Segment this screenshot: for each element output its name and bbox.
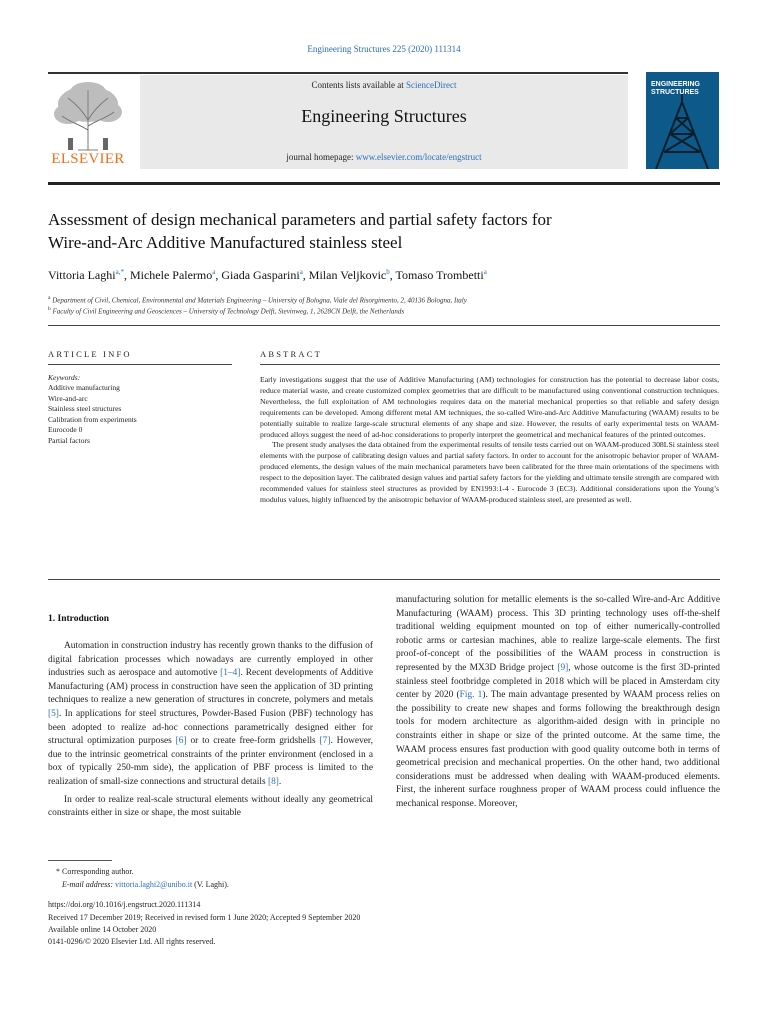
elsevier-wordmark: ELSEVIER [51,151,125,167]
citation-link[interactable]: [6] [175,736,187,747]
copyright: 0141-0296/© 2020 Elsevier Ltd. All rights reserved. [48,937,216,946]
journal-homepage [140,152,628,162]
elsevier-tree-icon [48,80,128,152]
abstract-rule [260,364,720,365]
intro-paragraph-3: manufacturing solution for metallic elements is the so-called Wire-and-Arc Additive Manufacturing (WAAM) process. This 3D printing technology uses off-the-shelf traditional welding equipment mounted on top of either numerically-controlled robotic arms or cartesian machines, able to realize large-scale elements. The first proof-of-concept of the possibilities of the WAAM process in construction is represented by the MX3D Bridge project [9], whose outcome is the first 3D-printed stainless steel footbridge completed in 2018 which will be placed in Amsterdam city center by 2020 (Fig. 1). The main advantage presented by WAAM process relies on the possibility to create new shapes and forms following the breakthrough design tools for modern architecture as algorithm-aided design with in principle no constraints either in shape or size of the printed outcome. At the same time, the WAAM process ensures fast production with good quality outcome both in terms of geometrical precision and mechanical properties. On the other hand, two additional considerations must be addressed when dealing with WAAM-produced elements. First, the inherent surface roughness proper of WAAM process could influence the mechanical response. Moreover, [396,595,720,809]
intro-paragraph-2: In order to realize real-scale structural elements without ideally any geometrical constraints either in size or shape, the most suitable [48,794,373,819]
citation-link[interactable]: [7] [319,736,331,747]
contents-prefix: Contents lists available at [311,80,406,90]
cover-title: ENGINEERING STRUCTURES [651,81,701,96]
citation-link[interactable]: [5] [48,708,59,719]
corresponding-author-note: * Corresponding author. [56,867,134,876]
author[interactable]: Vittoria Laghi$^{a,*}$ [48,268,124,282]
homepage-link[interactable]: www.elsevier.com/locate/engstruct [355,152,482,162]
keyword: Partial factors [48,435,90,445]
author-list: Vittoria Laghi$^{a,*}$, Michele Palermo$^a$, Giada Gasparini$^a$, Milan Veljkovic$^b$, Tomaso Trombetti$^a$ [48,268,487,282]
keyword-list [48,383,228,446]
header-top-rule [48,72,628,74]
article-info-rule [48,364,232,365]
article-title-line-2: Wire-and-Arc Additive Manufactured stainless steel [48,233,403,252]
journal-cover [646,72,719,169]
article-title [48,208,720,254]
email-link[interactable]: vittoria.laghi2@unibo.it [115,880,193,889]
intro-paragraph-1: Automation in construction industry has recently grown thanks to the diffusion of digital fabrication processes which nowadays are currently employed in other industries such as aerospace and automotive [1–4]. Recent developments of Additive Manufacturing (AM) process in construction have seen the application of 3D printing techniques to realize a new generation of structures in concrete, polymers and metals [5]. In applications for steel structures, Powder-Based Fusion (PBF) technology has been adopted to realize ad-hoc connections parametrically designed either for structural optimization purposes [6] or to create free-form gridshells [7]. However, due to the intrinsic geometrical constraints of the printer environment (enclosed in a box of typically 250-mm side), the application of PBF process is limited to the realization of small-size connections and structural details [8]. [48,641,374,787]
journal-title: Engineering Structures [301,106,467,126]
introduction-heading: 1. Introduction [48,614,110,624]
header-bottom-rule [48,182,720,185]
author[interactable]: Michele Palermo$^a$ [129,268,216,282]
figure-link[interactable]: Fig. 1 [459,690,483,701]
citation-link[interactable]: [8] [267,776,279,787]
author[interactable]: Milan Veljkovic$^b$ [308,268,390,282]
keyword: Additive manufacturing [48,383,120,392]
contents-line [140,80,628,90]
keyword: Eurocode 0 [48,425,83,434]
affiliation-b: $^b$ Faculty of Civil Engineering and Geosciences – University of Technology Delft, Stevinweg, 1, 2628CN Delft, the Netherlands [48,306,405,316]
keyword: Stainless steel structures [48,404,122,413]
abstract-bottom-rule [48,579,720,580]
abstract-body [260,375,719,506]
intro-left-column [48,640,373,821]
author[interactable]: Giada Gasparini$^a$ [221,268,303,282]
abstract-paragraph-2: The present study analyses the data obtained from the experimental results of tensile tests carried out on WAAM-produced 308LSi stainless steel elements with the purpose of calibrating design values and partial safety factors. In order to account for the anisotropic behavior proper of WAAM-produced elements, the design values of the main mechanical parameters have been calibrated for the three main orientations of the specimens with respect to the deposition layer. The calibrated design values and partial safety factors for the yielding and ultimate tensile strength are compared with recommended values for stainless steel structures as provided by EN1993:1-4 - Eurocode 3 (EC3). Additional considerations upon the Young’s modulus values, highly influenced by the anisotropic behavior of WAAM-produced stainless steel, are presented as well. [260,440,719,504]
doi-link[interactable]: https://doi.org/10.1016/j.engstruct.2020.111314 [48,900,201,909]
citation-link[interactable]: [9] [557,662,569,673]
article-title-line-1: Assessment of design mechanical parameters and partial safety factors for [48,210,552,229]
affiliation-rule [48,325,720,326]
article-info-heading: ARTICLE INFO [48,349,132,359]
footnote-rule [48,860,112,861]
journal-reference[interactable]: Engineering Structures 225 (2020) 111314 [307,44,461,54]
elsevier-logo [48,80,128,168]
sciencedirect-link[interactable]: ScienceDirect [406,80,457,90]
abstract-heading: ABSTRACT [260,349,322,359]
received-dates: Received 17 December 2019; Received in revised form 1 June 2020; Accepted 9 September 2020 [48,913,361,922]
keyword: Wire-and-arc [48,393,88,403]
email-note: E-mail address: vittoria.laghi2@unibo.it (V. Laghi). [62,880,229,889]
abstract-paragraph-1: Early investigations suggest that the use of Additive Manufacturing (AM) technologies for construction has the potential to decrease labor costs, reduce material waste, and create customized complex geometries that are difficult to be manufactured using conventional construction techniques. Nevertheless, the full exploitation of AM technologies requires data on the material mechanical properties so that reliable and safety design requirements can be developed. Among different metal AM techniques, the so-called Wire-and-Arc Additive Manufacturing (WAAM) results to be potentially suitable to realize large-scale structural elements of any shape and size. However, the results of early experimental tests on WAAM-produced alloys suggest the need of ad-hoc considerations to properly interpret the geometrical and mechanical features of the printed outcomes. [260,375,719,439]
homepage-prefix: journal homepage: [286,152,356,162]
author[interactable]: Tomaso Trombetti$^a$ [395,268,487,282]
cover-structure-icon [646,72,719,169]
available-online: Available online 14 October 2020 [48,925,157,934]
keyword: Calibration from experiments [48,414,137,424]
intro-right-column [396,594,720,812]
keywords-label: Keywords: [48,373,81,382]
affiliation-a: $^a$ Department of Civil, Chemical, Environmental and Materials Engineering – University of Bologna, Viale del Risorgimento, 2, 40136 Bologna, Italy [48,295,467,305]
citation-link[interactable]: [1–4] [220,668,241,679]
